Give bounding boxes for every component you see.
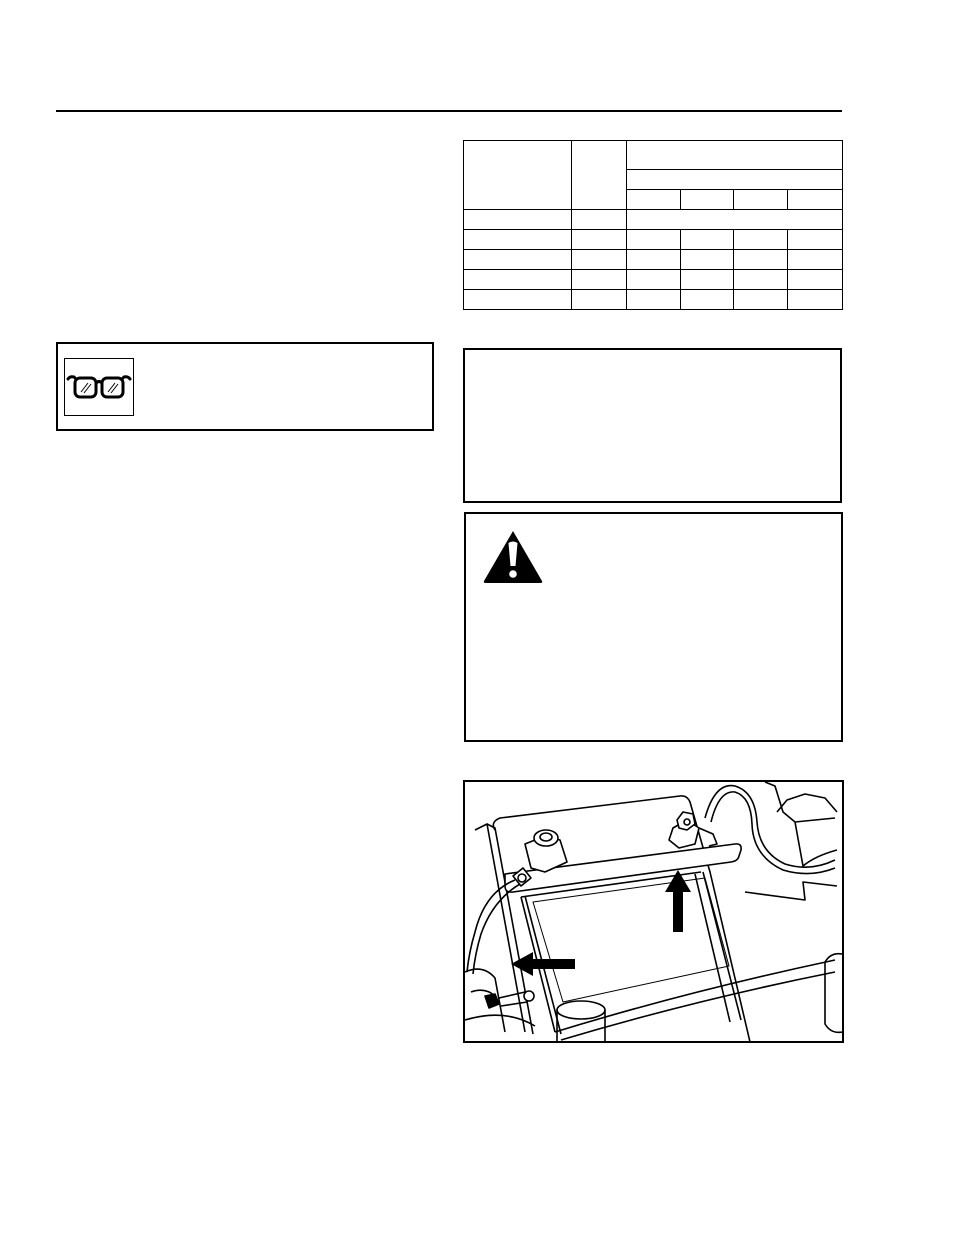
table-cell (464, 230, 572, 250)
warning-box (464, 512, 843, 742)
table-cell (734, 270, 788, 290)
safety-glasses-icon (64, 358, 134, 416)
table-cell (788, 250, 843, 270)
arrow-up-icon (665, 870, 691, 932)
table-header-cell (627, 190, 681, 210)
table-header-cell (572, 141, 627, 210)
table-cell (572, 250, 627, 270)
table-cell (788, 270, 843, 290)
table-cell (734, 250, 788, 270)
table-cell (464, 270, 572, 290)
table-header-cell (788, 190, 843, 210)
table-cell (681, 230, 734, 250)
table-row (464, 290, 843, 310)
table-cell (788, 290, 843, 310)
safety-glasses-note (56, 342, 434, 431)
arrow-left-icon (511, 952, 575, 976)
table-cell (681, 250, 734, 270)
table-row (464, 270, 843, 290)
battery-illustration (463, 780, 844, 1043)
table-cell (572, 270, 627, 290)
table-row (464, 210, 843, 230)
table-row (464, 230, 843, 250)
warning-triangle-icon (482, 528, 544, 584)
table-header-cell (627, 141, 843, 170)
table-cell (627, 230, 681, 250)
table-cell (572, 290, 627, 310)
table-header-cell (627, 170, 843, 190)
spec-table (463, 140, 843, 310)
table-cell (681, 290, 734, 310)
header-rule (56, 110, 842, 112)
table-cell (572, 210, 627, 230)
table-header-cell (464, 141, 572, 210)
table-cell (627, 250, 681, 270)
table-cell (627, 270, 681, 290)
table-cell (464, 250, 572, 270)
table-cell (681, 270, 734, 290)
table-cell (464, 210, 572, 230)
table-cell (572, 230, 627, 250)
table-cell (627, 210, 843, 230)
table-header-cell (681, 190, 734, 210)
table-row (464, 250, 843, 270)
table-row (464, 141, 843, 170)
table-cell (464, 290, 572, 310)
table-cell (734, 230, 788, 250)
table-cell (788, 230, 843, 250)
table-cell (627, 290, 681, 310)
note-box (463, 348, 842, 503)
table-header-cell (734, 190, 788, 210)
table-cell (734, 290, 788, 310)
